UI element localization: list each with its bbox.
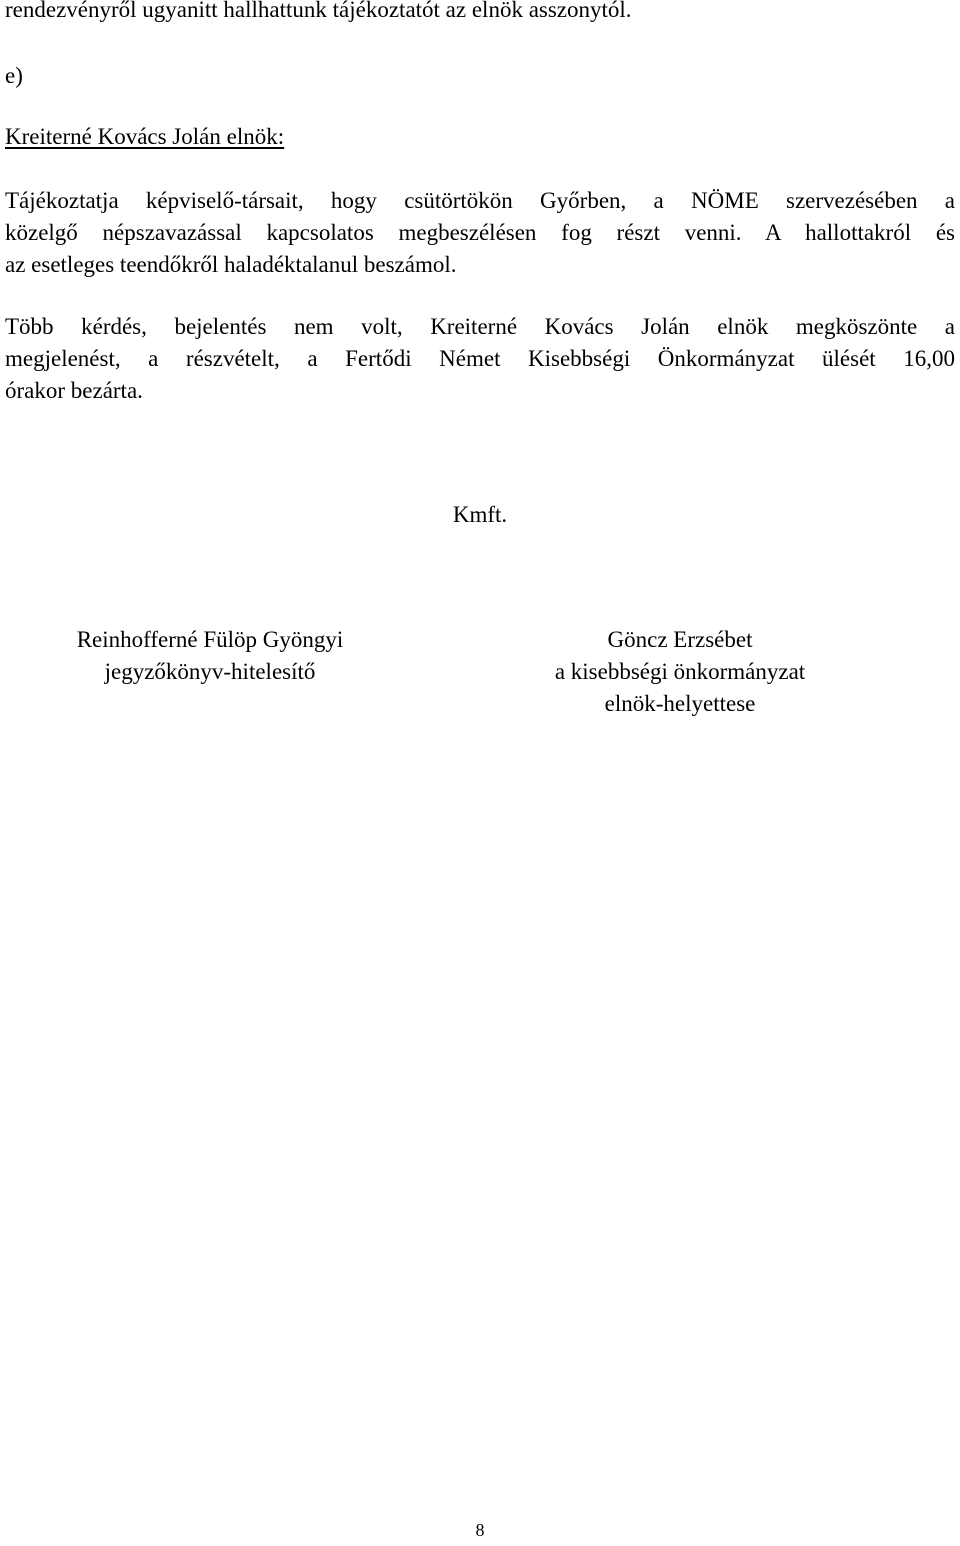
signer-name: Göncz Erzsébet xyxy=(607,627,753,652)
top-text-line: rendezvényről ugyanitt hallhattunk tájékoztatót az elnök asszonytól. xyxy=(5,0,632,22)
signer-role: elnök-helyettese xyxy=(604,691,756,716)
paragraph-line: Több kérdés, bejelentés nem volt, Kreiterné Kovács Jolán elnök megköszönte a xyxy=(5,314,955,339)
section-label: e) xyxy=(5,63,23,88)
speaker-heading: Kreiterné Kovács Jolán elnök: xyxy=(5,124,285,149)
paragraph-line: órakor bezárta. xyxy=(5,378,143,403)
signer-role: a kisebbségi önkormányzat xyxy=(554,659,806,684)
paragraph-line: Tájékoztatja képviselő-társait, hogy csütörtökön Győrben, a NÖME szervezésében a xyxy=(5,188,955,213)
page-number: 8 xyxy=(475,1520,485,1540)
paragraph-line: közelgő népszavazással kapcsolatos megbeszélésen fog részt venni. A hallottakról és xyxy=(5,220,955,245)
signature-left xyxy=(20,624,400,688)
signer-role: jegyzőkönyv-hitelesítő xyxy=(104,659,316,684)
closing-kmft: Kmft. xyxy=(452,502,508,527)
signer-name: Reinhofferné Fülöp Gyöngyi xyxy=(76,627,344,652)
signature-right xyxy=(490,624,870,720)
paragraph-line: az esetleges teendőkről haladéktalanul beszámol. xyxy=(5,252,457,277)
paragraph-line: megjelenést, a részvételt, a Fertődi Német Kisebbségi Önkormányzat ülését 16,00 xyxy=(5,346,955,371)
